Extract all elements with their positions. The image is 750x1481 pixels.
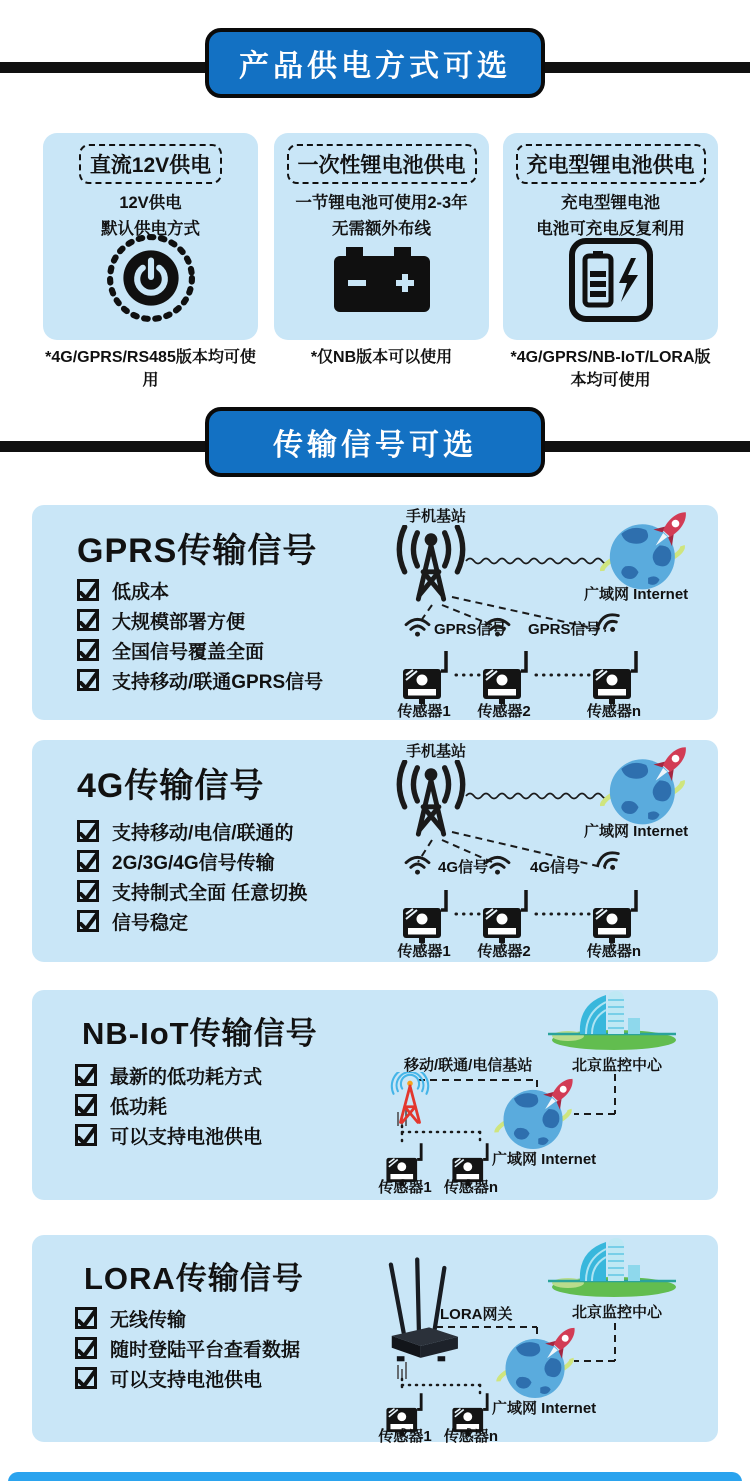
station-label: 移动/联通/电信基站 — [404, 1057, 533, 1074]
monitor-center-label: 北京监控中心 — [572, 1057, 663, 1074]
cell-tower-icon — [392, 525, 470, 605]
signal-card-nbiot — [32, 990, 718, 1200]
station-label: 手机基站 — [406, 743, 467, 760]
globe-internet-rocket-icon — [494, 1076, 586, 1156]
signal-card-lora — [32, 1235, 718, 1445]
network-diagram — [32, 1235, 718, 1445]
gateway-label: LORA网关 — [440, 1306, 513, 1323]
signal-card-4g — [32, 740, 718, 962]
wifi-signal-icon — [404, 855, 431, 876]
feature-item: 最新的低功耗方式 — [75, 1060, 262, 1090]
power-button-icon — [107, 234, 195, 327]
wifi-signal-icon — [484, 617, 511, 638]
lora-router-icon — [384, 1251, 464, 1363]
sensor-label: 传感器2 — [477, 943, 531, 960]
sensor-label: 传感器n — [443, 1428, 499, 1445]
sensor-label: 传感器n — [586, 943, 642, 960]
sensor-label: 传感器1 — [378, 1428, 432, 1445]
banner-signal-title: 传输信号可选 — [273, 429, 477, 462]
internet-label: 广域网 Internet — [584, 823, 689, 840]
internet-label: 广域网 Internet — [492, 1151, 597, 1168]
checkbox-check-icon — [77, 910, 99, 932]
banner-pill — [205, 407, 545, 477]
sensor-label: 传感器1 — [397, 943, 451, 960]
feature-item: 可以支持电池供电 — [75, 1363, 300, 1393]
signal-card-title: 4G传输信号 — [77, 767, 265, 805]
feature-item: 全国信号覆盖全面 — [77, 635, 323, 665]
sensor-device-icon — [590, 647, 642, 705]
monitor-center-label: 北京监控中心 — [572, 1304, 663, 1321]
feature-item: 低功耗 — [75, 1090, 262, 1120]
power-card-dc12v — [43, 133, 258, 340]
rechargeable-battery-icon — [569, 238, 653, 327]
feature-item: 支持制式全面 任意切换 — [77, 876, 307, 906]
checkbox-check-icon — [77, 609, 99, 631]
section-banner-signal — [0, 407, 750, 485]
feature-item: 低成本 — [77, 575, 323, 605]
feature-item: 支持移动/电信/联通的 — [77, 816, 307, 846]
base-station-tower-icon — [384, 1072, 436, 1126]
signal-card-title: LORA传输信号 — [84, 1261, 304, 1296]
network-diagram — [380, 505, 718, 720]
wifi-signal-icon — [404, 617, 431, 638]
power-footnote: *4G/GPRS/RS485版本均可使用 — [45, 349, 256, 390]
signal-label: GPRS信号 — [434, 621, 507, 638]
power-card-title: 充电型锂电池供电 — [516, 144, 706, 184]
feature-item: 2G/3G/4G信号传输 — [77, 846, 307, 876]
feature-list — [77, 816, 307, 936]
power-card-title: 一次性锂电池供电 — [287, 144, 477, 184]
banner-pill — [205, 28, 545, 98]
power-footnote: *4G/GPRS/NB-IoT/LORA版本均可使用 — [510, 349, 711, 390]
sensor-device-icon — [480, 647, 532, 705]
battery-icon — [334, 247, 430, 318]
station-label: 手机基站 — [406, 508, 467, 525]
sensor-label: 传感器2 — [477, 703, 531, 720]
checkbox-check-icon — [77, 639, 99, 661]
feature-item: 无线传输 — [75, 1303, 300, 1333]
power-card-desc: 充电型锂电池 电池可充电反复利用 — [536, 194, 685, 238]
signal-label: 4G信号 — [530, 859, 581, 876]
signal-card-title: GPRS传输信号 — [77, 532, 318, 570]
cell-tower-icon — [392, 760, 470, 840]
network-diagram — [380, 740, 718, 962]
sensor-label: 传感器n — [443, 1179, 499, 1196]
feature-item: 信号稳定 — [77, 906, 307, 936]
city-buildings-icon — [542, 988, 682, 1052]
checkbox-check-icon — [77, 669, 99, 691]
section-banner-power — [0, 28, 750, 106]
internet-label: 广域网 Internet — [492, 1400, 597, 1417]
checkbox-check-icon — [77, 820, 99, 842]
internet-label: 广域网 Internet — [584, 586, 689, 603]
signal-card-title: NB-IoT传输信号 — [82, 1016, 318, 1051]
network-diagram — [32, 990, 718, 1200]
checkbox-check-icon — [77, 880, 99, 902]
power-card-desc: 12V供电 默认供电方式 — [101, 194, 200, 238]
feature-item: 支持移动/联通GPRS信号 — [77, 665, 323, 695]
feature-item: 随时登陆平台查看数据 — [75, 1333, 300, 1363]
sensor-label: 传感器1 — [397, 703, 451, 720]
sensor-device-icon — [400, 886, 452, 944]
power-card-rechargeable — [503, 133, 718, 340]
checkbox-check-icon — [77, 579, 99, 601]
signal-label: 4G信号 — [438, 859, 489, 876]
feature-list — [77, 575, 323, 695]
power-card-title: 直流12V供电 — [79, 144, 222, 184]
wifi-signal-icon — [484, 855, 511, 876]
sensor-label: 传感器1 — [378, 1179, 432, 1196]
signal-card-gprs — [32, 505, 718, 720]
checkbox-check-icon — [77, 850, 99, 872]
sensor-device-icon — [480, 886, 532, 944]
banner-power-title: 产品供电方式可选 — [239, 50, 511, 83]
feature-item: 大规模部署方便 — [77, 605, 323, 635]
next-section-bar — [8, 1472, 742, 1481]
signal-label: GPRS信号 — [528, 621, 601, 638]
power-card-desc: 一节锂电池可使用2-3年 无需额外布线 — [295, 194, 468, 238]
sensor-device-icon — [400, 647, 452, 705]
power-card-lithium — [274, 133, 489, 340]
feature-item: 可以支持电池供电 — [75, 1120, 262, 1150]
globe-internet-rocket-icon — [496, 1325, 588, 1405]
sensor-device-icon — [590, 886, 642, 944]
power-footnote: *仅NB版本可以使用 — [310, 349, 453, 366]
sensor-label: 传感器n — [586, 703, 642, 720]
globe-internet-rocket-icon — [600, 744, 700, 832]
city-buildings-icon — [542, 1235, 682, 1299]
